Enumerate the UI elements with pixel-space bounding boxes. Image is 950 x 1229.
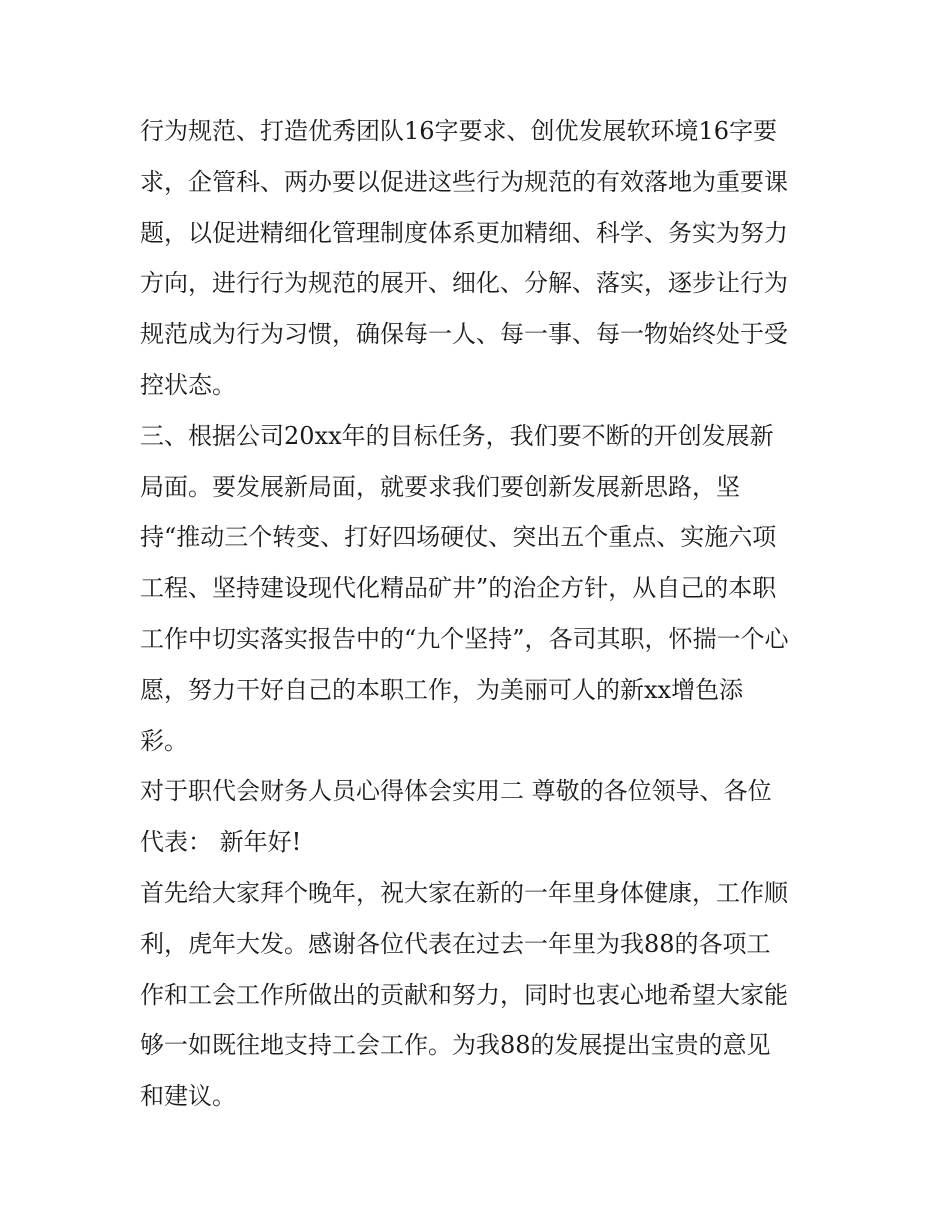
text-line: 求，企管科、两办要以促进这些行为规范的有效落地为重要课 [140,167,788,196]
text-line: 愿，努力干好自己的本职工作，为美丽可人的新xx增色添 [140,675,744,704]
text-line: 方向，进行行为规范的展开、细化、分解、落实，逐步让行为 [140,269,788,298]
document-body [140,106,820,1122]
text-line: 代表： 新年好! [140,828,302,857]
text-line: 对于职代会财务人员心得体会实用二 尊敬的各位领导、各位 [140,777,772,806]
text-line: 首先给大家拜个晚年，祝大家在新的一年里身体健康，工作顺 [140,878,788,907]
text-line: 三、根据公司20xx年的目标任务，我们要不断的开创发展新 [140,421,774,450]
text-line: 工程、坚持建设现代化精品矿井”的治企方针，从自己的本职 [140,574,777,603]
text-line: 持“推动三个转变、打好四场硬仗、突出五个重点、实施六项 [140,523,777,552]
text-line: 题，以促进精细化管理制度体系更加精细、科学、务实为努力 [140,218,788,247]
text-line: 利，虎年大发。感谢各位代表在过去一年里为我88的各项工 [140,929,771,958]
text-line: 行为规范、打造优秀团队16字要求、创优发展软环境16字要 [140,117,778,145]
text-line: 作和工会工作所做出的贡献和努力，同时也衷心地希望大家能 [140,980,788,1009]
text-line: 和建议。 [140,1082,236,1111]
text-line: 规范成为行为习惯，确保每一人、每一事、每一物始终处于受 [140,320,788,349]
text-line: 彩。 [140,726,188,755]
text-line: 局面。要发展新局面，就要求我们要创新发展新思路，坚 [140,472,740,501]
text-line: 控状态。 [140,370,236,399]
text-line: 工作中切实落实报告中的“九个坚持”，各司其职，怀揣一个心 [140,624,789,653]
text-line: 够一如既往地支持工会工作。为我88的发展提出宝贵的意见 [140,1031,771,1060]
